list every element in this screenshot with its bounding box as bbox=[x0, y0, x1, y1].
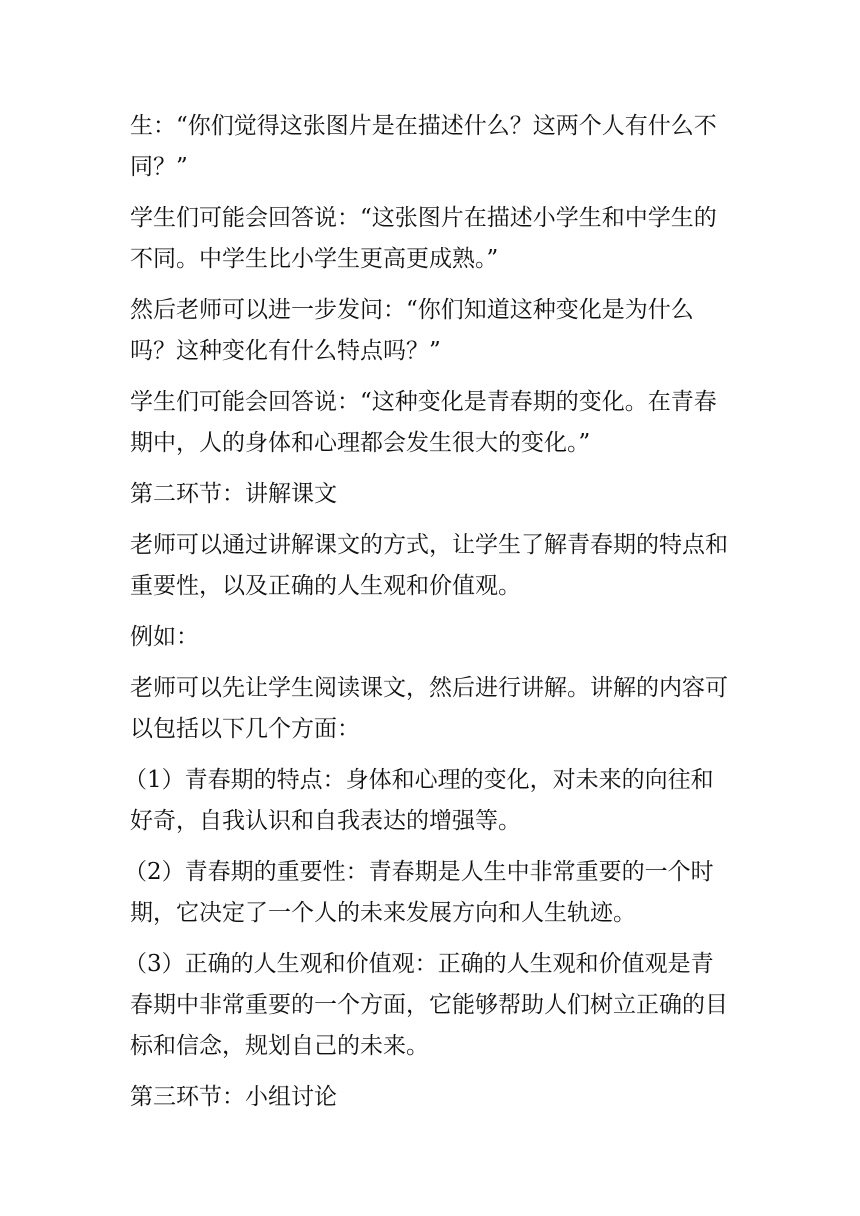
teacher-followup-paragraph bbox=[130, 290, 734, 372]
text-line: 不同。中学生比小学生更高更成熟。” bbox=[130, 246, 499, 272]
list-item bbox=[124, 760, 734, 842]
text-line: 期中，人的身体和心理都会发生很大的变化。” bbox=[130, 430, 591, 456]
student-answer-paragraph bbox=[130, 198, 734, 280]
text-line: （1）青春期的特点：身体和心理的变化，对未来的向往和 bbox=[124, 767, 714, 793]
text-line: 期，它决定了一个人的未来发展方向和人生轨迹。 bbox=[130, 900, 636, 926]
text-line: 学生们可能会回答说：“这种变化是青春期的变化。在青春 bbox=[130, 389, 717, 415]
text-line: 重要性，以及正确的人生观和价值观。 bbox=[130, 573, 521, 599]
body-paragraph bbox=[130, 668, 734, 750]
text-line: 老师可以通过讲解课文的方式，让学生了解青春期的特点和 bbox=[130, 532, 728, 558]
text-line: 好奇，自我认识和自我表达的增强等。 bbox=[130, 808, 521, 834]
text-line: 例如： bbox=[130, 624, 199, 650]
text-line: 春期中非常重要的一个方面，它能够帮助人们树立正确的目 bbox=[130, 992, 728, 1018]
text-line: （2）青春期的重要性：青春期是人生中非常重要的一个时 bbox=[124, 859, 714, 885]
text-line: 生：“你们觉得这张图片是在描述什么？这两个人有什么不 bbox=[130, 113, 717, 139]
student-answer-paragraph bbox=[130, 382, 734, 464]
text-line: 吗？这种变化有什么特点吗？” bbox=[130, 338, 441, 364]
document-page bbox=[124, 106, 734, 1128]
text-line: 同？” bbox=[130, 154, 188, 180]
text-line: 然后老师可以进一步发问：“你们知道这种变化是为什么 bbox=[130, 297, 694, 323]
text-line: （3）正确的人生观和价值观：正确的人生观和价值观是青 bbox=[124, 951, 714, 977]
text-line: 以包括以下几个方面： bbox=[130, 716, 360, 742]
list-item bbox=[124, 852, 734, 934]
text-line: 学生们可能会回答说：“这张图片在描述小学生和中学生的 bbox=[130, 205, 717, 231]
text-line: 老师可以先让学生阅读课文，然后进行讲解。讲解的内容可 bbox=[130, 675, 728, 701]
section-heading-text: 第三环节：小组讨论 bbox=[130, 1084, 337, 1110]
section-heading-text: 第二环节：讲解课文 bbox=[130, 481, 337, 507]
section-heading bbox=[130, 1077, 734, 1118]
body-paragraph bbox=[130, 525, 734, 607]
dialogue-question-paragraph bbox=[130, 106, 734, 188]
list-item bbox=[124, 944, 734, 1067]
example-label bbox=[130, 617, 734, 658]
text-line: 标和信念，规划自己的未来。 bbox=[130, 1033, 429, 1059]
section-heading bbox=[130, 474, 734, 515]
